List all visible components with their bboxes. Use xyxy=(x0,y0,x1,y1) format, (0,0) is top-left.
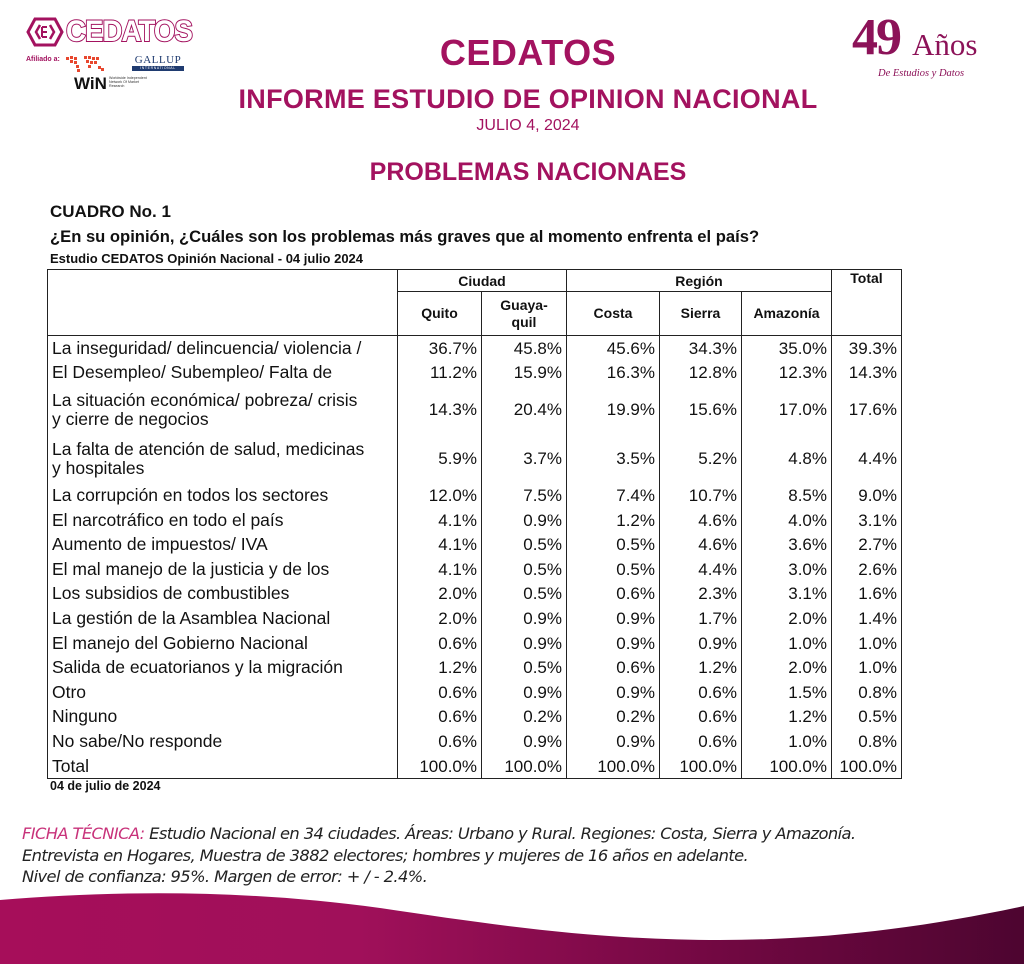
row-label-line1: Salida de ecuatorianos y la migración xyxy=(52,657,343,678)
row-label-line1: Otro xyxy=(52,681,87,702)
row-label xyxy=(48,655,398,680)
cell-total: 0.8% xyxy=(832,729,902,754)
cell-costa: 0.9% xyxy=(567,631,660,656)
cell-costa: 0.9% xyxy=(567,680,660,705)
row-label-line1: El narcotráfico en todo el país xyxy=(52,509,284,530)
row-label-line1: No sabe/No responde xyxy=(52,730,223,751)
row-label-line2: y hospitales xyxy=(52,457,145,478)
table-row xyxy=(48,729,902,754)
cell-amazonia: 3.0% xyxy=(742,557,832,582)
cell-costa: 19.9% xyxy=(567,385,660,434)
header-costa: Costa xyxy=(567,292,660,336)
cell-costa: 45.6% xyxy=(567,336,660,361)
row-label xyxy=(48,361,398,386)
row-label-line1: La corrupción en todos los sectores xyxy=(52,484,329,505)
row-label xyxy=(48,729,398,754)
technical-sheet-label: FICHA TÉCNICA: xyxy=(22,824,145,843)
table-row xyxy=(48,606,902,631)
cell-quito: 12.0% xyxy=(398,483,482,508)
cell-quito: 0.6% xyxy=(398,705,482,730)
row-label xyxy=(48,705,398,730)
cell-quito: 100.0% xyxy=(398,754,482,779)
row-label xyxy=(48,582,398,607)
cell-total: 0.5% xyxy=(832,705,902,730)
row-label xyxy=(48,754,398,779)
gallup-label: GALLUP xyxy=(134,54,182,66)
header-blank-cell xyxy=(48,270,398,336)
report-topic: PROBLEMAS NACIONAES xyxy=(369,158,687,186)
table-row xyxy=(48,434,902,483)
cell-sierra: 34.3% xyxy=(660,336,742,361)
cell-guayaquil: 45.8% xyxy=(482,336,567,361)
row-label-line1: La gestión de la Asamblea Nacional xyxy=(52,607,331,628)
cell-costa: 3.5% xyxy=(567,434,660,483)
row-label xyxy=(48,631,398,656)
cell-sierra: 0.6% xyxy=(660,680,742,705)
cell-guayaquil: 0.5% xyxy=(482,532,567,557)
cell-sierra: 2.3% xyxy=(660,582,742,607)
row-label-line1: Ninguno xyxy=(52,706,118,727)
cell-guayaquil: 0.9% xyxy=(482,606,567,631)
cell-total: 14.3% xyxy=(832,361,902,386)
cell-amazonia: 12.3% xyxy=(742,361,832,386)
win-logo: WiN xyxy=(74,74,107,93)
table-row xyxy=(48,655,902,680)
cell-guayaquil: 100.0% xyxy=(482,754,567,779)
header-amazonia: Amazonía xyxy=(742,292,832,336)
cell-guayaquil: 0.5% xyxy=(482,655,567,680)
cell-quito: 14.3% xyxy=(398,385,482,434)
win-subtitle: Worldwide Independent Network Of Market Research xyxy=(109,76,147,88)
table-row xyxy=(48,336,902,361)
cell-costa: 0.6% xyxy=(567,655,660,680)
table-row xyxy=(48,361,902,386)
cell-quito: 4.1% xyxy=(398,557,482,582)
cell-sierra: 12.8% xyxy=(660,361,742,386)
cell-total: 2.6% xyxy=(832,557,902,582)
footer-wave-decoration xyxy=(0,884,1024,964)
row-label-line1: El manejo del Gobierno Nacional xyxy=(52,632,308,653)
results-table xyxy=(47,269,902,779)
affiliation-label: Afiliado a: xyxy=(26,56,60,63)
technical-sheet-line1: Estudio Nacional en 34 ciudades. Áreas: Urbano y Rural. Regiones: Costa, Sierra y Amazonía. xyxy=(144,824,856,843)
table-number: CUADRO No. 1 xyxy=(50,202,171,221)
cell-total: 1.6% xyxy=(832,582,902,607)
cell-amazonia: 1.2% xyxy=(742,705,832,730)
cell-guayaquil: 0.2% xyxy=(482,705,567,730)
header-guayaquil xyxy=(482,292,567,336)
cell-costa: 16.3% xyxy=(567,361,660,386)
cell-total: 0.8% xyxy=(832,680,902,705)
table-row xyxy=(48,754,902,779)
cell-total: 1.0% xyxy=(832,655,902,680)
cell-guayaquil: 0.5% xyxy=(482,582,567,607)
table-row xyxy=(48,532,902,557)
cell-costa: 0.9% xyxy=(567,729,660,754)
cell-total: 39.3% xyxy=(832,336,902,361)
cell-quito: 5.9% xyxy=(398,434,482,483)
cell-amazonia: 8.5% xyxy=(742,483,832,508)
cell-quito: 1.2% xyxy=(398,655,482,680)
cell-quito: 0.6% xyxy=(398,680,482,705)
cell-sierra: 10.7% xyxy=(660,483,742,508)
cell-amazonia: 2.0% xyxy=(742,606,832,631)
row-label xyxy=(48,532,398,557)
cell-quito: 2.0% xyxy=(398,582,482,607)
cell-total: 3.1% xyxy=(832,508,902,533)
cell-guayaquil: 20.4% xyxy=(482,385,567,434)
header-total: Total xyxy=(832,270,902,336)
cell-quito: 0.6% xyxy=(398,631,482,656)
cell-guayaquil: 0.5% xyxy=(482,557,567,582)
header-quito: Quito xyxy=(398,292,482,336)
cell-guayaquil: 7.5% xyxy=(482,483,567,508)
cell-costa: 0.5% xyxy=(567,532,660,557)
cell-guayaquil: 3.7% xyxy=(482,434,567,483)
row-label xyxy=(48,434,398,483)
cell-guayaquil: 15.9% xyxy=(482,361,567,386)
row-label-line2: y cierre de negocios xyxy=(52,408,209,429)
header-group-region: Región xyxy=(567,270,832,292)
row-label xyxy=(48,557,398,582)
cell-amazonia: 35.0% xyxy=(742,336,832,361)
cell-amazonia: 3.1% xyxy=(742,582,832,607)
cell-total: 4.4% xyxy=(832,434,902,483)
cell-guayaquil: 0.9% xyxy=(482,729,567,754)
row-label xyxy=(48,508,398,533)
row-label-line1: El Desempleo/ Subempleo/ Falta de xyxy=(52,362,333,383)
row-label-line1: El mal manejo de la justicia y de los xyxy=(52,558,330,579)
technical-sheet-line3: Nivel de confianza: 95%. Margen de error: + / - 2.4%. xyxy=(22,867,428,886)
cell-quito: 36.7% xyxy=(398,336,482,361)
cell-sierra: 5.2% xyxy=(660,434,742,483)
cell-sierra: 0.9% xyxy=(660,631,742,656)
cell-costa: 100.0% xyxy=(567,754,660,779)
report-title: CEDATOS xyxy=(439,32,617,73)
cell-sierra: 4.6% xyxy=(660,532,742,557)
header-group-ciudad: Ciudad xyxy=(398,270,567,292)
cell-total: 9.0% xyxy=(832,483,902,508)
cell-sierra: 0.6% xyxy=(660,729,742,754)
row-label-line1: La situación económica/ pobreza/ crisis xyxy=(52,389,358,410)
row-label-line1: Los subsidios de combustibles xyxy=(52,583,290,604)
header-guayaquil-line2: quil xyxy=(511,313,537,330)
table-row xyxy=(48,385,902,434)
cell-amazonia: 100.0% xyxy=(742,754,832,779)
cell-sierra: 4.4% xyxy=(660,557,742,582)
cell-amazonia: 3.6% xyxy=(742,532,832,557)
cell-costa: 7.4% xyxy=(567,483,660,508)
cell-guayaquil: 0.9% xyxy=(482,680,567,705)
cell-amazonia: 17.0% xyxy=(742,385,832,434)
table-row xyxy=(48,508,902,533)
gallup-subtitle: INTERNATIONAL xyxy=(132,66,184,71)
table-row xyxy=(48,631,902,656)
cell-total: 1.0% xyxy=(832,631,902,656)
cell-sierra: 100.0% xyxy=(660,754,742,779)
row-label-line1: La inseguridad/ delincuencia/ violencia / xyxy=(52,337,362,358)
cell-amazonia: 1.5% xyxy=(742,680,832,705)
cell-sierra: 4.6% xyxy=(660,508,742,533)
report-subtitle: INFORME ESTUDIO DE OPINION NACIONAL xyxy=(238,84,818,114)
cell-total: 2.7% xyxy=(832,532,902,557)
cell-total: 17.6% xyxy=(832,385,902,434)
row-label xyxy=(48,483,398,508)
table-footnote: 04 de julio de 2024 xyxy=(50,779,161,793)
cell-costa: 0.9% xyxy=(567,606,660,631)
row-label-line1: La falta de atención de salud, medicinas xyxy=(52,438,365,459)
cell-quito: 4.1% xyxy=(398,532,482,557)
row-label xyxy=(48,680,398,705)
row-label-line1: Total xyxy=(52,755,89,776)
cell-sierra: 15.6% xyxy=(660,385,742,434)
cell-quito: 2.0% xyxy=(398,606,482,631)
cell-amazonia: 4.8% xyxy=(742,434,832,483)
cell-amazonia: 4.0% xyxy=(742,508,832,533)
cell-amazonia: 1.0% xyxy=(742,631,832,656)
cell-quito: 11.2% xyxy=(398,361,482,386)
row-label xyxy=(48,385,398,434)
cell-guayaquil: 0.9% xyxy=(482,631,567,656)
technical-sheet xyxy=(22,823,856,888)
anniversary-number: 49 xyxy=(852,9,900,66)
study-caption: Estudio CEDATOS Opinión Nacional - 04 julio 2024 xyxy=(50,251,364,266)
table-row xyxy=(48,705,902,730)
cell-amazonia: 1.0% xyxy=(742,729,832,754)
cell-costa: 0.2% xyxy=(567,705,660,730)
anniversary-word: Años xyxy=(912,27,978,62)
cedatos-logo-word: CEDATOS xyxy=(66,15,192,48)
cell-total: 100.0% xyxy=(832,754,902,779)
cell-sierra: 1.7% xyxy=(660,606,742,631)
table-row xyxy=(48,483,902,508)
cell-quito: 4.1% xyxy=(398,508,482,533)
cell-total: 1.4% xyxy=(832,606,902,631)
cell-quito: 0.6% xyxy=(398,729,482,754)
anniversary-subtitle: De Estudios y Datos xyxy=(878,68,965,79)
report-date: JULIO 4, 2024 xyxy=(476,117,580,134)
cell-costa: 0.6% xyxy=(567,582,660,607)
table-row xyxy=(48,582,902,607)
cell-guayaquil: 0.9% xyxy=(482,508,567,533)
header-sierra: Sierra xyxy=(660,292,742,336)
cell-amazonia: 2.0% xyxy=(742,655,832,680)
cell-costa: 1.2% xyxy=(567,508,660,533)
cell-costa: 0.5% xyxy=(567,557,660,582)
table-row xyxy=(48,680,902,705)
row-label xyxy=(48,606,398,631)
technical-sheet-line2: Entrevista en Hogares, Muestra de 3882 electores; hombres y mujeres de 16 años en adelante. xyxy=(22,845,749,865)
cell-sierra: 1.2% xyxy=(660,655,742,680)
table-row xyxy=(48,557,902,582)
cell-sierra: 0.6% xyxy=(660,705,742,730)
row-label xyxy=(48,336,398,361)
header-guayaquil-line1: Guaya- xyxy=(500,296,548,313)
survey-question: ¿En su opinión, ¿Cuáles son los problemas más graves que al momento enfrenta el país? xyxy=(50,227,760,246)
row-label-line1: Aumento de impuestos/ IVA xyxy=(52,534,268,555)
